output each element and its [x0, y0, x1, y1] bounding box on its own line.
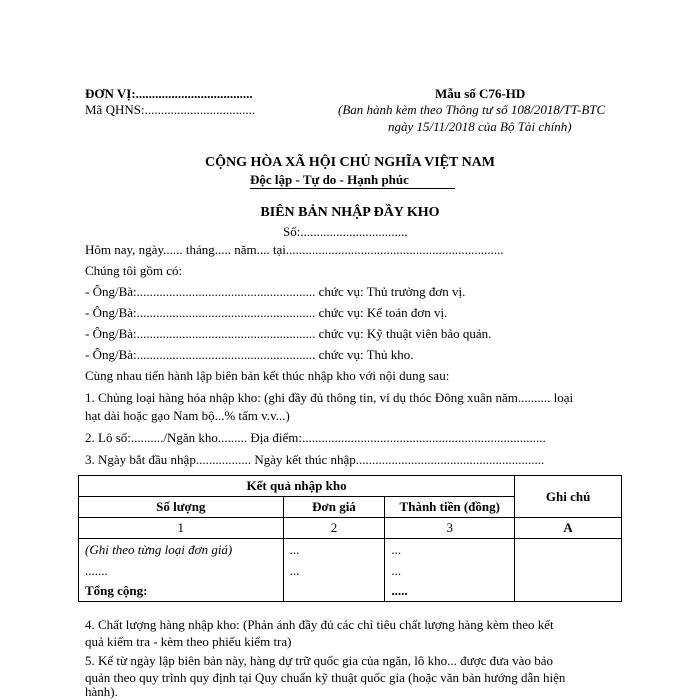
- form-number: Mẫu số C76-HD: [435, 86, 526, 101]
- member-line: - Ông/Bà:....................................................... chức vụ: Kế toán đơn vị.: [85, 305, 448, 320]
- item-1-line2: hạt dài hoặc gạo Nam bộ...% tấm v.v...): [85, 408, 290, 423]
- document-number: Số:.................................: [283, 224, 408, 239]
- header-so-luong: Số lượng: [79, 497, 284, 518]
- issuance-note-line2: ngày 15/11/2018 của Bộ Tài chính): [388, 119, 572, 134]
- item-1-line1: 1. Chủng loại hàng hóa nhập kho: (ghi đầy đủ thông tin, ví dụ thóc Đông xuân năm.......... loại: [85, 390, 574, 405]
- total-value: .....: [385, 581, 515, 602]
- item-5-line1: 5. Kể từ ngày lập biên bản này, hàng dự trữ quốc gia của ngăn, lô kho... được đưa vào bảo: [85, 653, 553, 668]
- header-thanh-tien: Thành tiền (đồng): [385, 497, 515, 518]
- table-row: [79, 539, 622, 562]
- ma-qhns-label: Mã QHNS:..................................: [85, 102, 256, 117]
- table-row: [79, 561, 622, 581]
- column-letter: A: [515, 518, 622, 539]
- table-row-total: [79, 581, 622, 602]
- item-4-line1: 4. Chất lượng hàng nhập kho: (Phản ánh đầy đủ các chỉ tiêu chất lượng hàng kèm theo kết: [85, 617, 554, 632]
- item-4-line2: quả kiểm tra - kèm theo phiếu kiểm tra): [85, 634, 292, 649]
- total-label: Tổng cộng:: [79, 581, 284, 602]
- item-3-line: 3. Ngày bắt đầu nhập................. Ngày kết thúc nhập..........................................................: [85, 452, 545, 467]
- issuance-note-line1: (Ban hành kèm theo Thông tư số 108/2018/TT-BTC: [338, 102, 606, 117]
- column-number: 2: [283, 518, 385, 539]
- member-line: - Ông/Bà:....................................................... chức vụ: Kỹ thuật viên bảo quản.: [85, 326, 492, 341]
- table-cell: ...: [385, 539, 515, 562]
- national-motto: Độc lập - Tự do - Hạnh phúc: [250, 172, 455, 189]
- table-cell: ...: [385, 561, 515, 581]
- table-cell: ...: [283, 539, 385, 562]
- header-ghi-chu: Ghi chú: [515, 476, 622, 518]
- header-don-gia: Đơn giá: [283, 497, 385, 518]
- member-line: - Ông/Bà:....................................................... chức vụ: Thủ trưởng đơn vị.: [85, 284, 466, 299]
- table-cell: [283, 581, 385, 602]
- item-5-line2: quản theo quy trình quy định tại Quy chuẩn kỹ thuật quốc gia (hoặc văn bản hướng dẫn hiện: [85, 670, 566, 685]
- column-number: 1: [79, 518, 284, 539]
- table-cell: ...: [283, 561, 385, 581]
- table-cell: (Ghi theo từng loại đơn giá): [79, 539, 284, 562]
- table-cell: [515, 581, 622, 602]
- table-cell: [515, 561, 622, 581]
- column-number: 3: [385, 518, 515, 539]
- national-title: CỘNG HÒA XÃ HỘI CHỦ NGHĨA VIỆT NAM: [204, 155, 495, 170]
- item-5-line3: hành).: [85, 684, 118, 699]
- document-title: BIÊN BẢN NHẬP ĐẦY KHO: [260, 205, 440, 220]
- date-place-line: Hôm nay, ngày...... tháng..... năm.... tại...................................................................: [85, 242, 504, 257]
- together-line: Cùng nhau tiến hành lập biên bản kết thúc nhập kho với nội dung sau:: [85, 368, 450, 383]
- table-cell: [515, 539, 622, 562]
- table-cell: .......: [79, 561, 284, 581]
- results-table: [78, 475, 622, 602]
- table-group-header: Kết quả nhập kho: [79, 476, 515, 497]
- item-2-line: 2. Lô số:........../Ngăn kho......... Địa điểm:...........................................................................: [85, 430, 546, 445]
- members-intro: Chúng tôi gồm có:: [85, 263, 183, 278]
- don-vi-label: ĐƠN VỊ:....................................: [85, 86, 253, 101]
- member-line: - Ông/Bà:....................................................... chức vụ: Thủ kho.: [85, 347, 414, 362]
